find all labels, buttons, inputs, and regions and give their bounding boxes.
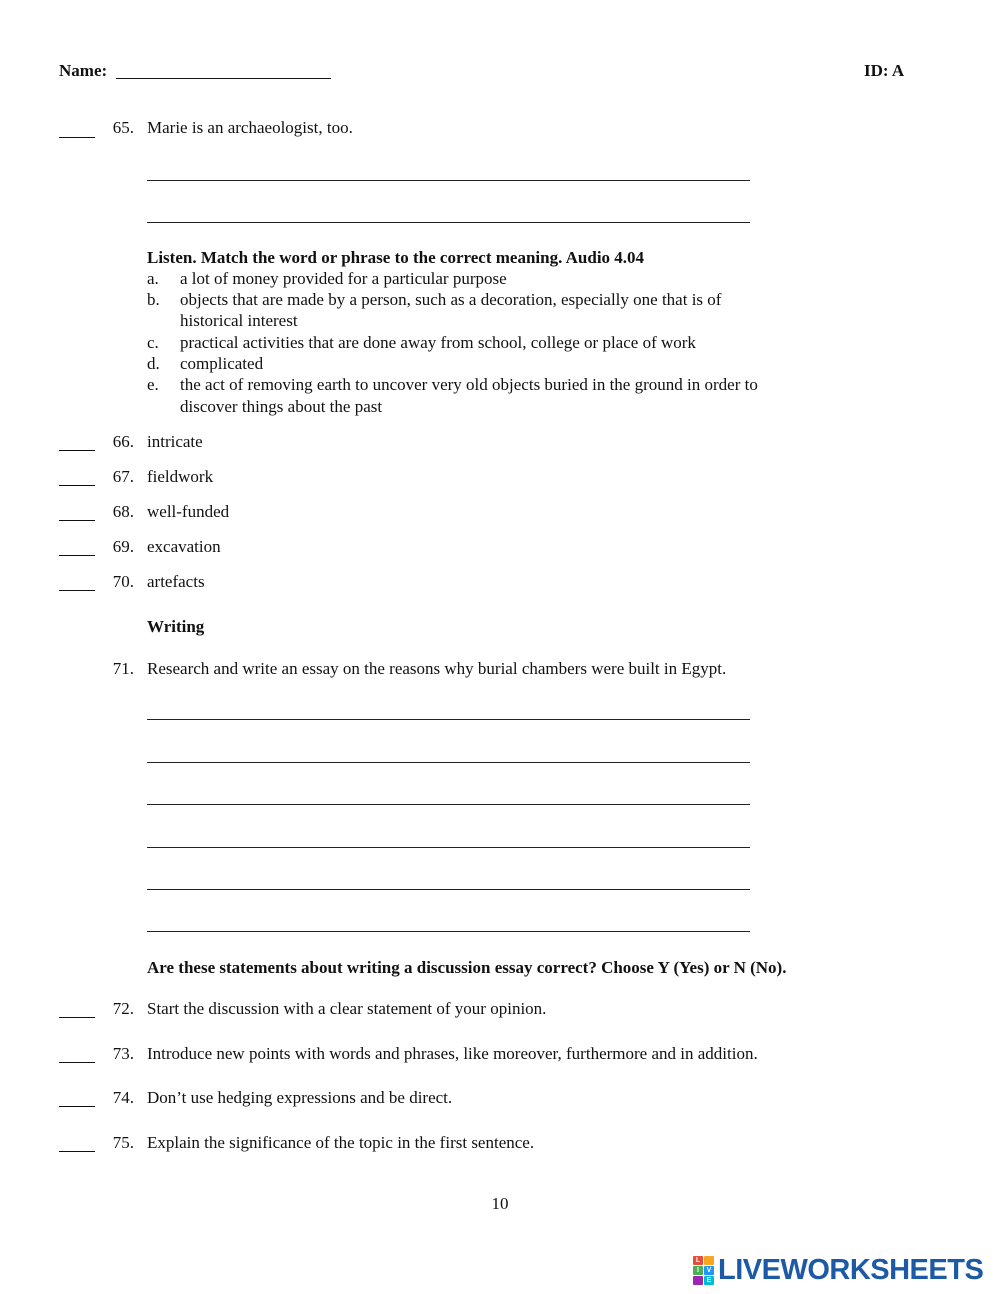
logo-tile: L (693, 1256, 703, 1265)
question-text-73: Introduce new points with words and phrases, like moreover, furthermore and in addition. (147, 1044, 758, 1063)
option-text: discover things about the past (180, 397, 383, 416)
answer-blank-67[interactable] (59, 485, 95, 486)
question-text-65: Marie is an archaeologist, too. (147, 118, 353, 137)
answer-line-71-4[interactable] (147, 847, 750, 848)
liveworksheets-logo-icon (693, 1256, 714, 1285)
option-letter: e. (147, 375, 159, 394)
option-text: the act of removing earth to uncover very old objects buried in the ground in order to (180, 375, 758, 394)
question-text-68: well-funded (147, 502, 230, 521)
answer-blank-66[interactable] (59, 450, 95, 451)
question-text-67: fieldwork (147, 467, 214, 486)
answer-blank-70[interactable] (59, 590, 95, 591)
question-text-74: Don’t use hedging expressions and be direct. (147, 1088, 453, 1107)
name-label: Name: (59, 61, 108, 80)
answer-blank-69[interactable] (59, 555, 95, 556)
option-text: a lot of money provided for a particular purpose (180, 269, 507, 288)
question-number-67: 67. (112, 467, 134, 486)
option-text: complicated (180, 354, 264, 373)
logo-tile: E (704, 1276, 714, 1285)
answer-line-71-6[interactable] (147, 931, 750, 932)
matching-instruction: Listen. Match the word or phrase to the correct meaning. Audio 4.04 (147, 248, 645, 267)
writing-heading: Writing (147, 617, 205, 636)
name-field[interactable] (116, 78, 331, 79)
option-letter: d. (147, 354, 160, 373)
question-number-74: 74. (112, 1088, 134, 1107)
answer-line-71-3[interactable] (147, 804, 750, 805)
question-number-75: 75. (112, 1133, 134, 1152)
question-text-66: intricate (147, 432, 203, 451)
option-text: objects that are made by a person, such as a decoration, especially one that is of (180, 290, 722, 309)
answer-blank-75[interactable] (59, 1151, 95, 1152)
logo-tile: I (693, 1266, 703, 1275)
id-label: ID: A (864, 61, 905, 80)
liveworksheets-logo (693, 1253, 984, 1286)
question-number-72: 72. (112, 999, 134, 1018)
logo-text: LIVEWORKSHEETS (718, 1253, 984, 1286)
question-number-65: 65. (112, 118, 134, 137)
question-number-71: 71. (112, 659, 134, 678)
question-number-73: 73. (112, 1044, 134, 1063)
option-letter: b. (147, 290, 160, 309)
question-number-66: 66. (112, 432, 134, 451)
question-text-69: excavation (147, 537, 221, 556)
question-number-70: 70. (112, 572, 134, 591)
answer-line-71-1[interactable] (147, 719, 750, 720)
answer-blank-68[interactable] (59, 520, 95, 521)
yesno-instruction: Are these statements about writing a discussion essay correct? Choose Y (Yes) or N (No). (147, 958, 787, 977)
option-text: practical activities that are done away from school, college or place of work (180, 333, 696, 352)
answer-line-65-2[interactable] (147, 222, 750, 223)
question-text-72: Start the discussion with a clear statement of your opinion. (147, 999, 547, 1018)
answer-line-65-1[interactable] (147, 180, 750, 181)
answer-blank-74[interactable] (59, 1106, 95, 1107)
logo-tile (704, 1256, 714, 1265)
question-text-70: artefacts (147, 572, 205, 591)
answer-line-71-2[interactable] (147, 762, 750, 763)
answer-blank-72[interactable] (59, 1017, 95, 1018)
logo-tile (693, 1276, 703, 1285)
question-text-75: Explain the significance of the topic in the first sentence. (147, 1133, 535, 1152)
option-letter: c. (147, 333, 159, 352)
question-number-68: 68. (112, 502, 134, 521)
answer-line-71-5[interactable] (147, 889, 750, 890)
question-number-69: 69. (112, 537, 134, 556)
page-number: 10 (491, 1194, 509, 1213)
question-text-71: Research and write an essay on the reasons why burial chambers were built in Egypt. (147, 659, 727, 678)
option-text: historical interest (180, 311, 298, 330)
answer-blank-73[interactable] (59, 1062, 95, 1063)
answer-blank-65[interactable] (59, 137, 95, 138)
logo-tile: V (704, 1266, 714, 1275)
option-letter: a. (147, 269, 159, 288)
